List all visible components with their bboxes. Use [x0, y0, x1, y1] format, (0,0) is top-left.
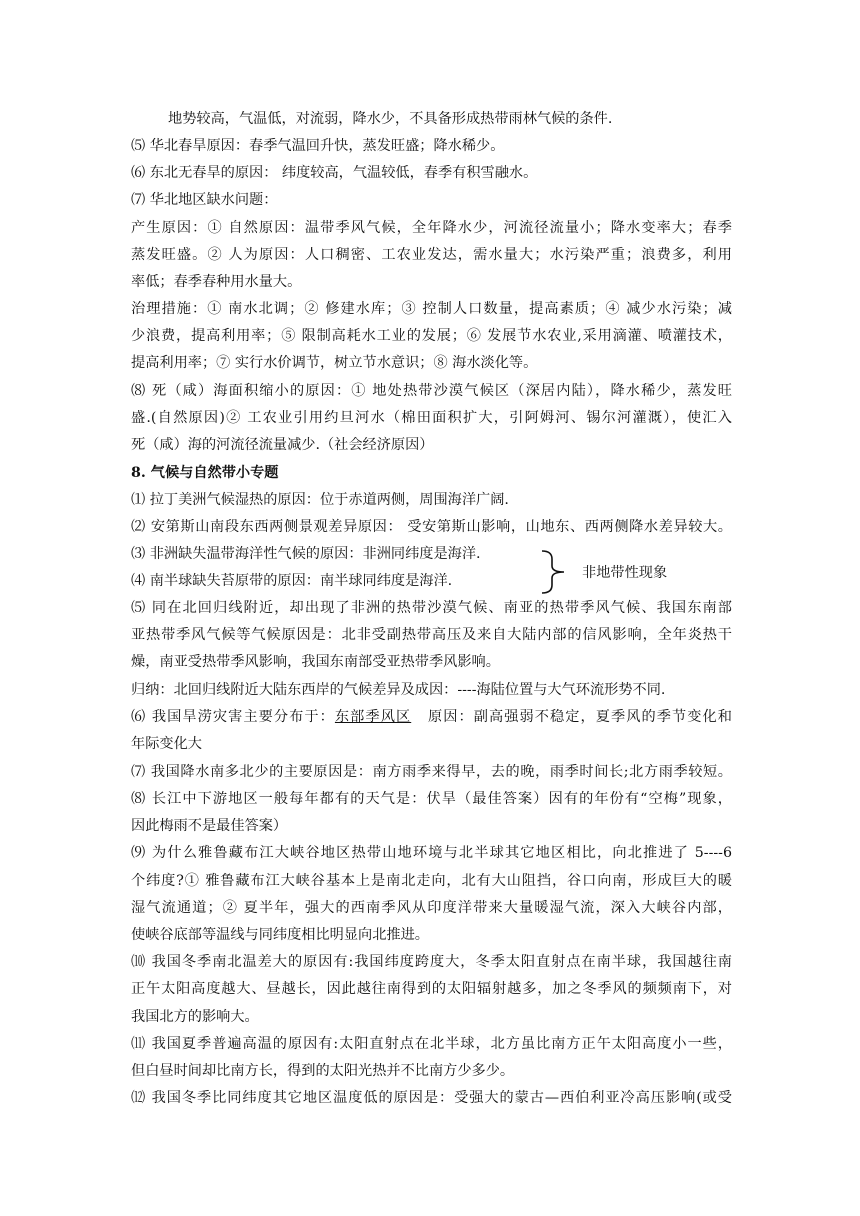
text-line: 提高利用率；⑦ 实行水价调节，树立节水意识；⑧ 海水淡化等。 [131, 355, 538, 371]
text-line: ⑷ 南半球缺失苔原带的原因：南半球同纬度是海洋. [131, 573, 453, 589]
text-line: ⑸ 华北春旱原因：春季气温回升快，蒸发旺盛；降水稀少。 [131, 138, 505, 154]
text-line: ⑿ 我国冬季比同纬度其它地区温度低的原因是：受强大的蒙古—西伯利亚冷高压影响(或受 [131, 1090, 732, 1106]
text-line: ⑹ 东北无春旱的原因： 纬度较高，气温较低，春季有积雪融水。 [131, 165, 538, 181]
text-line: ⑺ 我国降水南多北少的主要原因是：南方雨季来得早，去的晚，雨季时间长;北方雨季较短。 [131, 764, 732, 780]
text-line: ⑵ 安第斯山南段东西两侧景观差异原因： 受安第斯山影响，山地东、西两侧降水差异较大。 [131, 519, 732, 535]
text-line: ⑻ 长江中下游地区一般每年都有的天气是：伏旱（最佳答案）因有的年份有“空梅”现象， [131, 791, 732, 807]
text-line: 产生原因：① 自然原因：温带季风气候，全年降水少，河流径流量小；降水变率大；春季 [131, 220, 732, 236]
section-heading: 8. 气候与自然带小专题 [131, 465, 279, 481]
text-line: 正午太阳高度越大、昼越长，因此越往南得到的太阳辐射越多，加之冬季风的频频南下，对 [131, 981, 732, 997]
underlined-term: 东部季风区 [334, 709, 412, 725]
text-line: 少浪费，提高利用率；⑤ 限制高耗水工业的发展；⑥ 发展节水农业,采用滴灌、喷灌技术， [131, 328, 732, 344]
text-segment: ⑹ 我国旱涝灾害主要分布于： [131, 709, 335, 725]
text-line: ⑺ 华北地区缺水问题： [131, 192, 278, 208]
text-line: 但白昼时间却比南方长，得到的太阳光热并不比南方少多少。 [131, 1063, 515, 1079]
text-line: 年际变化大 [131, 736, 202, 752]
text-line: 因此梅雨不是最佳答案） [131, 818, 288, 834]
text-line: ⑻ 死（咸）海面积缩小的原因：① 地处热带沙漠气候区（深居内陆），降水稀少，蒸发旺 [131, 383, 732, 399]
brace-label: 非地带性现象 [582, 565, 668, 581]
curly-brace-icon [538, 549, 572, 595]
text-line: 我国北方的影响大。 [131, 1009, 259, 1025]
text-line: 个纬度?① 雅鲁藏布江大峡谷基本上是南北走向，北有大山阻挡，谷口向南，形成巨大的暖 [131, 873, 732, 889]
text-line: ⑽ 我国冬季南北温差大的原因有:我国纬度跨度大，冬季太阳直射点在南半球，我国越往南 [131, 954, 732, 970]
text-line: 地势较高，气温低，对流弱，降水少，不具备形成热带雨林气候的条件. [168, 111, 613, 127]
text-line: 亚热带季风气候等气候原因是：北非受副热带高压及来自大陆内部的信风影响，全年炎热干 [131, 627, 732, 643]
text-segment: 原因：副高强弱不稳定，夏季风的季节变化和 [411, 709, 732, 725]
text-line: 死（咸）海的河流径流量减少.（社会经济原因） [131, 437, 434, 453]
text-line: 率低；春季春种用水量大。 [131, 274, 302, 290]
text-line: 盛.(自然原因)② 工农业引用约旦河水（棉田面积扩大，引阿姆河、锡尔河灌溉），使汇入 [131, 410, 732, 426]
text-line: 使峡谷底部等温线与同纬度相比明显向北推进。 [131, 927, 429, 943]
text-line: 燥，南亚受热带季风影响，我国东南部受亚热带季风影响。 [131, 654, 500, 670]
text-line: ⑴ 拉丁美洲气候湿热的原因：位于赤道两侧，周围海洋广阔. [131, 492, 509, 508]
text-line: 蒸发旺盛。② 人为原因：人口稠密、工农业发达，需水量大；水污染严重；浪费多，利用 [131, 247, 732, 263]
text-line: ⑾ 我国夏季普遍高温的原因有:太阳直射点在北半球，北方虽比南方正午太阳高度小一些， [131, 1036, 732, 1052]
text-line: 湿气流通道；② 夏半年，强大的西南季风从印度洋带来大量暖湿气流，深入大峡谷内部， [131, 900, 732, 916]
text-line: ⑼ 为什么雅鲁藏布江大峡谷地区热带山地环境与北半球其它地区相比，向北推进了 5----6 [131, 845, 732, 861]
text-line: 归纳：北回归线附近大陆东西岸的气候差异及成因：----海陆位置与大气环流形势不同. [131, 682, 666, 698]
text-line [131, 707, 732, 727]
text-line: 治理措施：① 南水北调；② 修建水库；③ 控制人口数量，提高素质；④ 减少水污染；减 [131, 301, 732, 317]
text-line: ⑸ 同在北回归线附近，却出现了非洲的热带沙漠气候、南亚的热带季风气候、我国东南部 [131, 600, 732, 616]
text-line: ⑶ 非洲缺失温带海洋性气候的原因：非洲同纬度是海洋. [131, 546, 481, 562]
